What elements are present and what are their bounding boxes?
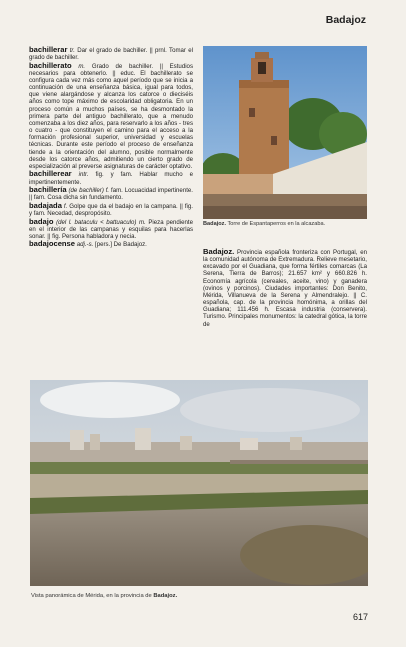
dictionary-entry [29, 170, 193, 185]
headword: bachillerar [29, 45, 68, 54]
merida-panorama-photo [30, 380, 368, 586]
running-header: Badajoz [325, 14, 366, 26]
merida-caption [31, 593, 351, 600]
tower-caption [203, 221, 367, 228]
definition: fam. Locuacidad impertinente. || fam. Cosa dicha sin fundamento. [29, 187, 193, 202]
dictionary-entry [203, 248, 367, 328]
grammar-label: intr. [78, 171, 89, 179]
grammar-label: tr. [69, 47, 75, 54]
dictionary-entry [29, 62, 193, 170]
dictionary-entry [29, 218, 193, 240]
right-column [203, 248, 367, 328]
page-number: 617 [352, 612, 368, 622]
grammar-label: (del l. bataculu < battuaculo) m. [56, 218, 146, 226]
caption-bold: Badajoz. [153, 593, 178, 599]
headword: bachillerato [29, 60, 72, 70]
dictionary-entry [29, 202, 193, 217]
grammar-label: adj.-s. [76, 241, 94, 249]
definition: Grado de bachiller. || Estudios necesarios para obtenerlo. || educ. El bachillerato se configura cada vez más como aquel período que se inicia a continuación de una enseñanza básica, igual para todos, que viene alargándose y alcanza los catorce o dieciséis años como tope máximo de escolaridad obligatoria. En un proceso común a muchos países, se ha desmontado la primera parte del antiguo bachillerato, que a menudo comenzaba a los diez años, para reservarlo a los años - tres o cuatro - que constituyen el camino para el acceso a la formación profesional superior, universidad y escuelas técnicas. Durante este período el proceso de enseñanza tiende a la orientación del alumno, posible normalmente desde los catorce años, admitiendo un cierto grado de especialización al preverse asignaturas de carácter optativo. [29, 62, 193, 170]
dictionary-entry [29, 240, 193, 248]
caption-bold: Badajoz. [203, 221, 227, 227]
headword: bachillería [29, 185, 67, 195]
definition: Provincia española fronteriza con Portugal, en la comunidad autónoma de Extremadura. Relieve mesetario, excavado por el Guadiana, que forma fértiles comarcas (La Serena, Tierra de Barros); 21.657 km² y 660.826 h. Economía agrícola (cereales, aceite, vino) y ganadera (ovinos y porcinos). Ciudades importantes: Don Benito, Mérida, Villanueva de la Serena y Almendralejo. || C. española, cap. de la provincia homónima, a orillas del Guadiana; 111.456 h. Escasa industria (conservera). Turismo. Principales monumentos: la catedral gótica, la torre de [203, 249, 367, 328]
definition: Pieza pendiente en el interior de las campanas y esquilas para hacerlas sonar. || fig. Persona habladora y necia. [29, 218, 193, 240]
definition: Dar el grado de bachiller. || prnl. Tomar el grado de bachiller. [29, 47, 193, 62]
dictionary-entry [29, 46, 193, 61]
left-column [29, 46, 193, 249]
dictionary-entry [29, 186, 193, 201]
caption-text: Torre de Espantaperros en la alcazaba. [227, 221, 326, 227]
grammar-label: (de bachiller) f. [68, 187, 110, 195]
definition: [pers.] De Badajoz. [95, 241, 147, 249]
grammar-label: f. [63, 202, 68, 210]
headword: badajada [29, 200, 62, 210]
headword: Badajoz. [203, 247, 235, 256]
headword: badajocense [29, 239, 76, 249]
caption-text: Vista panorámica de Mérida, en la provincia de [31, 593, 152, 599]
definition: fig. y fam. Hablar mucho e impertinentemente. [29, 171, 193, 186]
grammar-label: m. [78, 62, 86, 70]
headword: badajo [29, 216, 54, 226]
headword: bachillerear [29, 169, 72, 179]
definition: Golpe que da el badajo en la campana. || fig. y fam. Necedad, despropósito. [29, 202, 193, 217]
tower-photo [203, 46, 367, 219]
